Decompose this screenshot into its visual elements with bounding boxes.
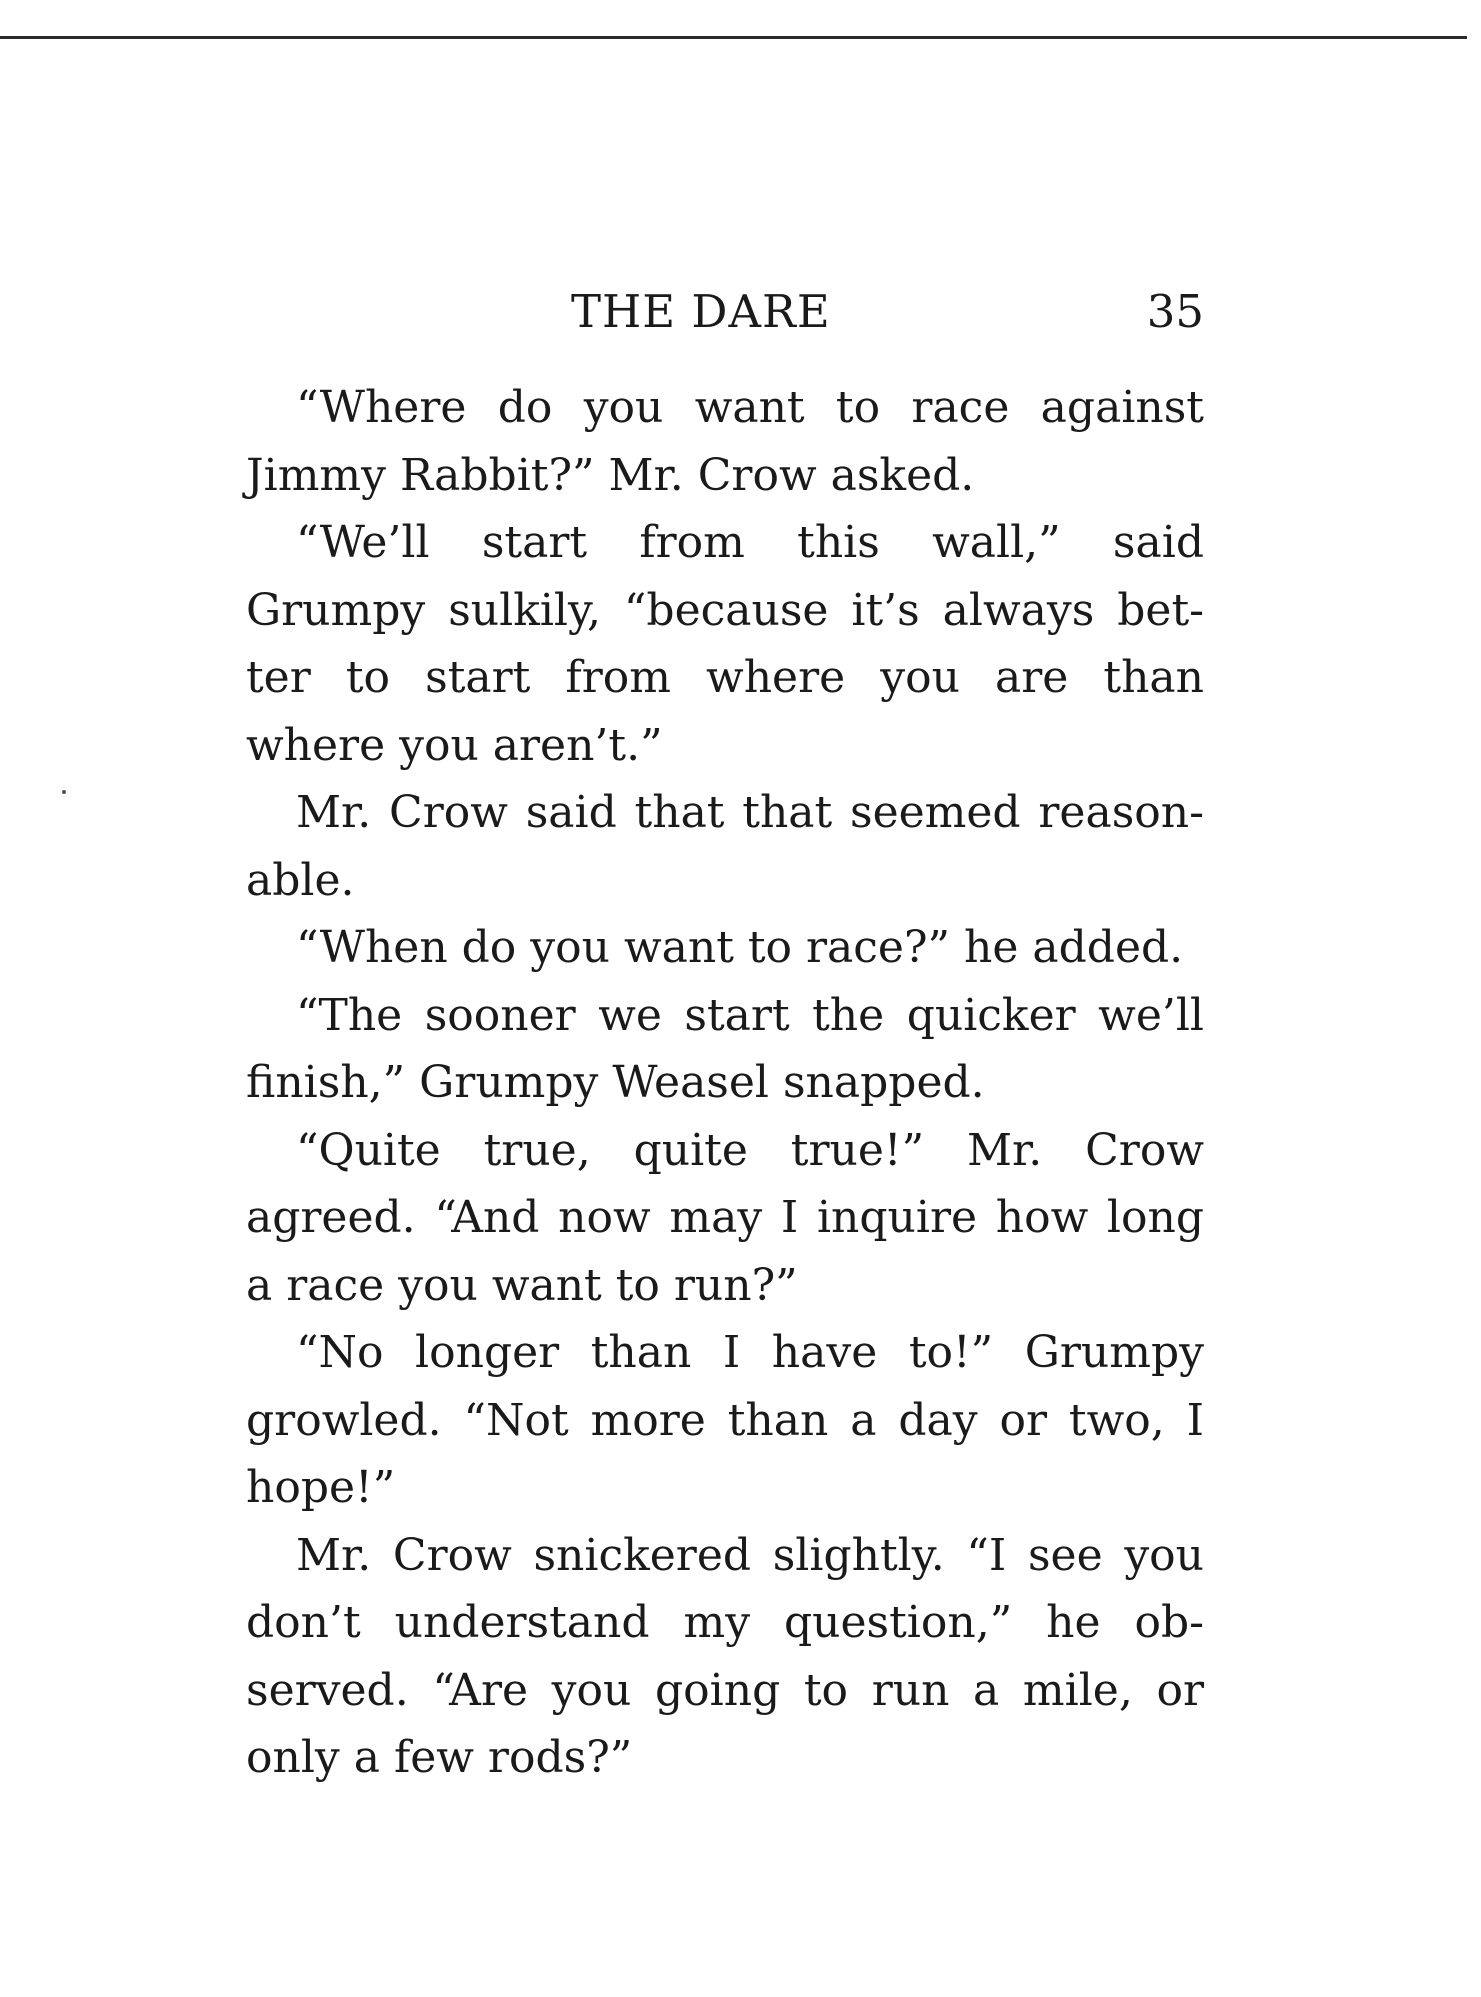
paragraph: “We’ll start from this wall,” said Grumpy sulkily, “because it’s always better to start from where you are than where you aren’t.”	[246, 517, 1204, 771]
page-number: 35	[1146, 285, 1204, 338]
paragraph: “No longer than I have to!” Grumpy growled. “Not more than a day or two, I hope!”	[246, 1327, 1204, 1513]
paragraph: “Where do you want to race against Jimmy Rabbit?” Mr. Crow asked.	[246, 382, 1204, 501]
paragraph: “Quite true, quite true!” Mr. Crow agreed. “And now may I inquire how long a race you want to run?”	[246, 1124, 1204, 1311]
body-text	[246, 374, 1204, 1792]
scan-speck	[62, 790, 66, 794]
chapter-title: THE DARE	[571, 285, 831, 338]
top-rule	[0, 36, 1467, 39]
paragraph: Mr. Crow said that that seemed reasonable.	[246, 787, 1204, 906]
running-head	[246, 272, 1204, 352]
paragraph: “The sooner we start the quicker we’ll finish,” Grumpy Weasel snapped.	[246, 989, 1204, 1108]
paragraph: Mr. Crow snickered slightly. “I see you don’t understand my question,” he observed. “Are you going to run a mile, or only a few rods?”	[246, 1529, 1204, 1783]
paragraph: “When do you want to race?” he added.	[296, 922, 1184, 973]
